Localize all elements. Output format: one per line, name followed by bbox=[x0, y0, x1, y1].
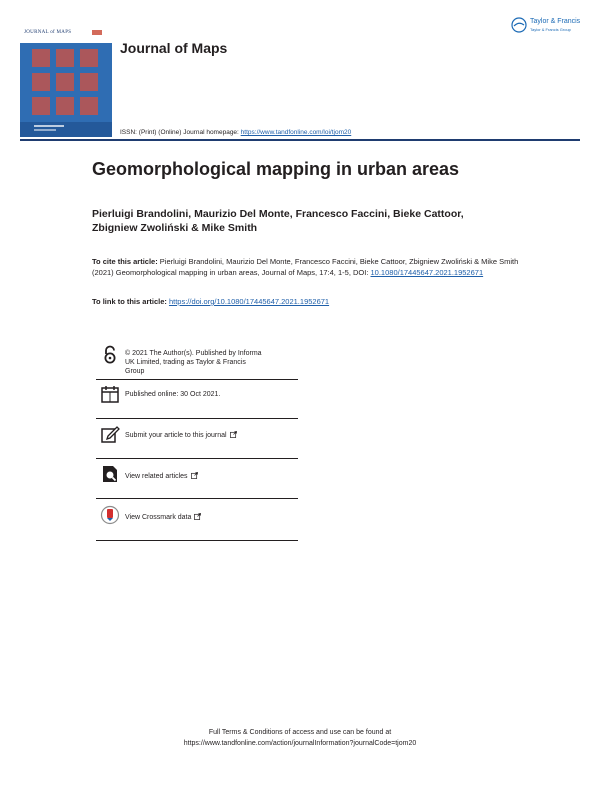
related-articles-label: View related articles bbox=[125, 473, 188, 480]
pencil-edit-icon bbox=[100, 424, 120, 444]
row-divider bbox=[96, 458, 298, 459]
submit-article-link[interactable] bbox=[125, 431, 297, 440]
calendar-icon bbox=[100, 384, 120, 404]
license-line-2: UK Limited, trading as Taylor & Francis bbox=[125, 359, 246, 366]
row-divider bbox=[96, 418, 298, 419]
publisher-logo[interactable] bbox=[511, 17, 583, 35]
external-link-icon bbox=[191, 472, 198, 479]
footer-terms: Full Terms & Conditions of access and use can be found at bbox=[208, 729, 392, 736]
related-articles-icon bbox=[100, 464, 120, 484]
article-link[interactable]: https://doi.org/10.1080/17445647.2021.1952671 bbox=[168, 297, 330, 306]
crossmark-label: View Crossmark data bbox=[125, 514, 192, 521]
header-divider bbox=[20, 139, 580, 141]
crossmark-icon bbox=[100, 505, 120, 525]
cover-journal-name: JOURNAL of MAPS bbox=[24, 30, 72, 35]
row-divider bbox=[96, 498, 298, 499]
article-authors bbox=[92, 207, 522, 235]
journal-cover bbox=[20, 17, 112, 137]
publisher-logo-icon bbox=[511, 17, 527, 33]
authors-line-2: Zbigniew Zwoliński & Mike Smith bbox=[92, 222, 258, 234]
article-link-label: To link to this article: bbox=[92, 297, 169, 306]
footer bbox=[0, 727, 600, 749]
publisher-name: Taylor & Francis bbox=[530, 18, 581, 25]
open-access-icon bbox=[100, 345, 120, 365]
crossmark-link[interactable] bbox=[125, 513, 297, 522]
citation-label: To cite this article: bbox=[92, 257, 158, 266]
journal-title: Journal of Maps bbox=[120, 40, 228, 56]
license-text bbox=[125, 349, 297, 376]
journal-homepage-link[interactable]: https://www.tandfonline.com/loi/tjom20 bbox=[240, 129, 352, 136]
article-title: Geomorphological mapping in urban areas bbox=[92, 159, 460, 179]
license-line-1: © 2021 The Author(s). Published by Informa bbox=[125, 350, 262, 357]
external-link-icon bbox=[194, 513, 201, 520]
citation-block bbox=[92, 256, 522, 278]
issn-text: ISSN: (Print) (Online) Journal homepage: bbox=[120, 129, 241, 136]
cover-map-tiles bbox=[30, 47, 102, 117]
doi-link[interactable]: 10.1080/17445647.2021.1952671 bbox=[370, 268, 484, 277]
row-divider bbox=[96, 540, 298, 541]
citation-text: Pierluigi Brandolini, Maurizio Del Monte, Francesco Faccini, Bieke Cattoor, Zbigniew Zwoliński & Mike Smith (2021) Geomorphological mapping in urban areas, Journal of Maps, 17:4, 1-5, DOI: bbox=[92, 257, 519, 277]
submit-article-label: Submit your article to this journal bbox=[125, 432, 227, 439]
cover-publisher-mark bbox=[92, 30, 102, 35]
license-line-3: Group bbox=[125, 368, 145, 375]
external-link-icon bbox=[230, 431, 237, 438]
publisher-tagline: Taylor & Francis Group bbox=[530, 27, 571, 32]
authors-line-1: Pierluigi Brandolini, Maurizio Del Monte, Francesco Faccini, Bieke Cattoor, bbox=[92, 208, 464, 220]
issn-line bbox=[120, 129, 351, 136]
published-date: Published online: 30 Oct 2021. bbox=[125, 391, 221, 398]
article-link-line bbox=[92, 297, 522, 306]
row-divider bbox=[96, 379, 298, 380]
related-articles-link[interactable] bbox=[125, 472, 297, 481]
footer-url[interactable]: https://www.tandfonline.com/action/journalInformation?journalCode=tjom20 bbox=[183, 740, 417, 747]
